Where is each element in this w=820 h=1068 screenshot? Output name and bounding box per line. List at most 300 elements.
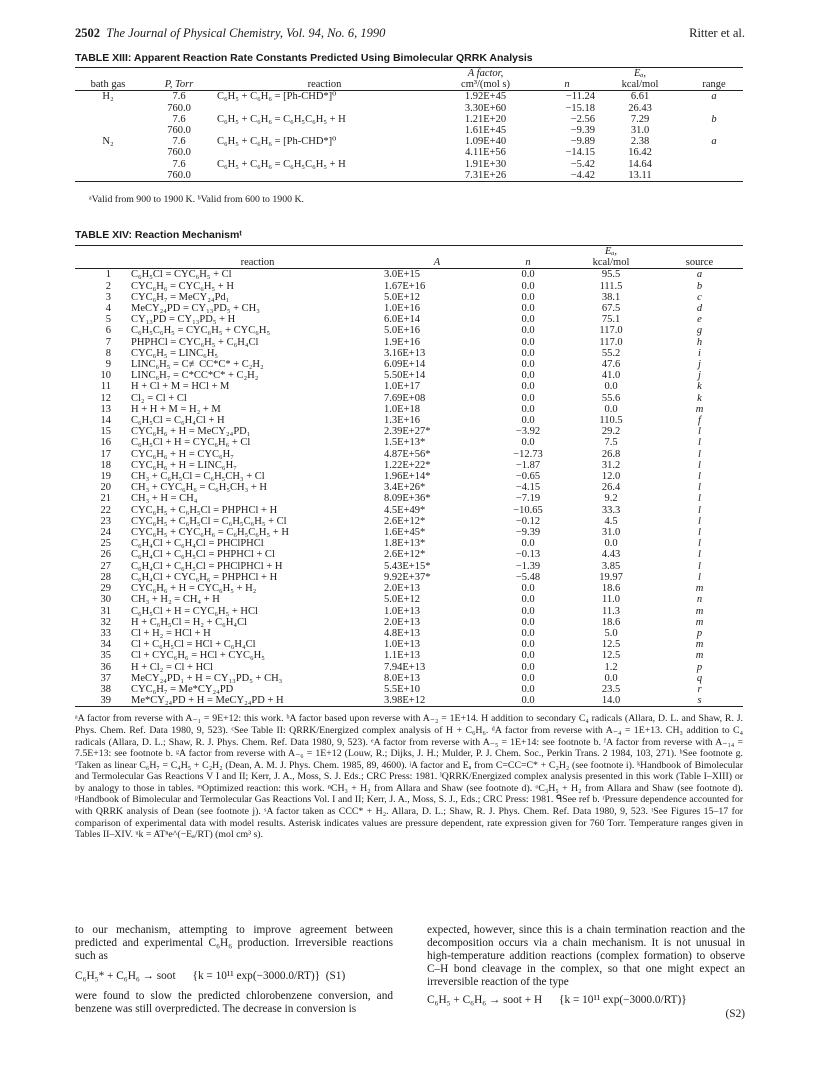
table-row xyxy=(75,281,743,292)
n-cell: 0.0 xyxy=(521,695,535,707)
table-row xyxy=(75,449,743,460)
reaction-cell: CYC₆H₆ + H = CYC₆H₅ + H₂ xyxy=(131,583,257,595)
n-cell: 0.0 xyxy=(521,291,535,303)
a-cell: 2.6E+12* xyxy=(384,549,426,561)
reaction-cell: CH₃ + H₂ = CH₄ + H xyxy=(131,594,220,606)
page-number: 2502 xyxy=(75,26,100,40)
a-factor-cell: 7.31E+26 xyxy=(464,169,507,181)
range-cell xyxy=(685,147,743,158)
table-row xyxy=(75,684,743,695)
ea-cell: 31.0 xyxy=(630,125,650,137)
spacer-cell xyxy=(111,583,131,594)
reaction-cell: Cl + CYC₆H₆ = HCl + CYC₆H₅ xyxy=(131,650,265,662)
n-cell: 0.0 xyxy=(521,650,535,662)
n-cell: −0.13 xyxy=(515,549,541,561)
row-number-cell: 1 xyxy=(105,269,111,281)
table-row xyxy=(75,370,743,381)
row-number-cell: 33 xyxy=(100,627,111,639)
ea-cell: 1.2 xyxy=(604,661,618,673)
row-number-cell: 31 xyxy=(100,605,111,617)
col-range: range xyxy=(702,79,726,91)
source-cell: m xyxy=(695,650,704,662)
n-cell: 0.0 xyxy=(521,639,535,651)
ea-cell: 26.8 xyxy=(601,448,621,460)
source-cell: b xyxy=(696,280,703,292)
table-row xyxy=(75,437,743,448)
bath-gas-cell: H₂ xyxy=(102,91,114,103)
reaction-cell xyxy=(217,147,432,158)
row-number-cell: 23 xyxy=(100,515,111,527)
source-cell: r xyxy=(697,683,702,695)
table-14-block xyxy=(75,229,745,841)
ea-cell: 29.2 xyxy=(601,426,621,438)
a-cell: 5.0E+12 xyxy=(384,291,420,303)
row-number-cell: 9 xyxy=(105,359,111,371)
n-cell: −0.65 xyxy=(515,471,541,483)
row-number-cell: 32 xyxy=(100,616,111,628)
table-row xyxy=(75,103,743,114)
left-column xyxy=(75,924,393,1017)
table-13-block xyxy=(75,52,745,206)
spacer-cell xyxy=(111,303,131,314)
table-14-body xyxy=(75,269,743,707)
spacer-cell xyxy=(111,370,131,381)
n-cell: 0.0 xyxy=(521,661,535,673)
reaction-cell: Cl + H₂ = HCl + H xyxy=(131,627,211,639)
table-row xyxy=(75,572,743,583)
spacer-cell xyxy=(111,460,131,471)
spacer-cell xyxy=(111,359,131,370)
reaction-cell: CYC₆H₆ + H = MeCY₂₄PD₁ xyxy=(131,426,251,438)
a-factor-cell: 1.09E+40 xyxy=(464,136,507,148)
row-number-cell: 14 xyxy=(100,415,111,427)
ea-cell: 26.43 xyxy=(628,102,652,114)
ea-cell: 23.5 xyxy=(601,683,621,695)
n-cell: 0.0 xyxy=(521,392,535,404)
spacer-cell xyxy=(111,292,131,303)
equation-s1: C₆H₅* + C₆H₆ → soot {k = 10¹¹ exp(−3000.0/RT)} (S1) xyxy=(75,970,346,983)
col-n: n xyxy=(525,257,531,269)
source-cell: p xyxy=(696,661,703,673)
a-cell: 1.0E+18 xyxy=(384,403,420,415)
a-cell: 5.5E+10 xyxy=(384,683,420,695)
ea-cell: 18.6 xyxy=(601,583,621,595)
spacer-cell xyxy=(111,538,131,549)
n-cell: 0.0 xyxy=(521,269,535,281)
n-cell: −7.19 xyxy=(515,493,541,505)
table-row xyxy=(75,505,743,516)
row-number-cell: 29 xyxy=(100,583,111,595)
n-cell: −4.42 xyxy=(570,169,595,181)
source-cell: i xyxy=(698,347,701,359)
reaction-cell xyxy=(217,170,432,182)
a-cell: 6.0E+14 xyxy=(384,314,420,326)
n-cell: −9.39 xyxy=(570,125,595,137)
source-cell: p xyxy=(696,627,703,639)
ea-cell: 18.6 xyxy=(601,616,621,628)
table-row xyxy=(75,628,743,639)
a-cell: 1.22E+22* xyxy=(384,459,431,471)
ea-cell: 4.43 xyxy=(601,549,621,561)
n-cell: 0.0 xyxy=(521,594,535,606)
source-cell: l xyxy=(698,504,701,516)
col-ea-1: Eₐ, xyxy=(633,68,647,79)
ea-cell: 14.0 xyxy=(601,695,621,707)
a-cell: 1.0E+16 xyxy=(384,303,420,315)
spacer-cell xyxy=(111,673,131,684)
reaction-cell: Cl + C₆H₅Cl = HCl + C₆H₄Cl xyxy=(131,639,256,651)
ea-cell: 55.6 xyxy=(601,392,621,404)
a-cell: 7.94E+13 xyxy=(384,661,426,673)
a-cell: 9.92E+37* xyxy=(384,571,431,583)
ea-cell: 13.11 xyxy=(628,169,652,181)
spacer-cell xyxy=(111,695,131,707)
row-number-cell: 30 xyxy=(100,594,111,606)
table-row xyxy=(75,415,743,426)
row-number-cell: 16 xyxy=(100,437,111,449)
a-cell: 8.0E+13 xyxy=(384,672,420,684)
reaction-cell: C₆H₅ + C₆H₆ = C₆H₅C₆H₅ + H xyxy=(217,158,346,170)
table-row xyxy=(75,159,743,170)
ea-cell: 38.1 xyxy=(601,291,621,303)
row-number-cell: 39 xyxy=(100,695,111,707)
spacer-cell xyxy=(111,493,131,504)
n-cell: 0.0 xyxy=(521,605,535,617)
ea-cell: 14.64 xyxy=(628,158,652,170)
reaction-cell: Me*CY₂₄PD + H = MeCY₂₄PD + H xyxy=(131,695,284,707)
table-row xyxy=(75,594,743,605)
table-row xyxy=(75,516,743,527)
table-13 xyxy=(75,67,743,182)
a-cell: 5.0E+16 xyxy=(384,325,420,337)
n-cell: 0.0 xyxy=(521,280,535,292)
reaction-cell: CYC₆H₆ + H = CYC₆H₇ xyxy=(131,448,234,460)
pressure-cell: 7.6 xyxy=(172,158,186,170)
n-cell: 0.0 xyxy=(521,336,535,348)
ea-cell: 12.5 xyxy=(601,639,621,651)
source-cell: l xyxy=(698,515,701,527)
table-row xyxy=(75,325,743,336)
source-cell: g xyxy=(696,325,703,337)
row-number-cell: 15 xyxy=(100,426,111,438)
a-cell: 2.0E+13 xyxy=(384,616,420,628)
ea-cell: 7.29 xyxy=(630,113,650,125)
source-cell: l xyxy=(698,471,701,483)
ea-cell: 31.2 xyxy=(601,459,621,471)
reaction-cell: C₆H₅ + C₆H₆ = [Ph-CHD*]⁰ xyxy=(217,136,337,148)
row-number-cell: 20 xyxy=(100,482,111,494)
row-number-cell: 13 xyxy=(100,403,111,415)
a-cell: 1.6E+45* xyxy=(384,527,426,539)
source-cell: q xyxy=(696,672,703,684)
table-row xyxy=(75,136,743,147)
source-cell: k xyxy=(697,392,702,404)
pressure-cell: 7.6 xyxy=(172,91,186,103)
source-cell: l xyxy=(698,493,701,505)
table-row xyxy=(75,673,743,684)
range-cell: a xyxy=(711,91,717,103)
reaction-cell: C₆H₅Cl = CYC₆H₅ + Cl xyxy=(131,269,232,281)
bath-gas-cell: N₂ xyxy=(102,136,114,148)
reaction-cell: CH₃ + CYC₆H₆ = C₆H₅CH₃ + H xyxy=(131,482,267,494)
n-cell: −2.56 xyxy=(570,113,595,125)
reaction-cell: C₆H₄Cl + C₆H₅Cl = PHPHCl + Cl xyxy=(131,549,275,561)
row-number-cell: 7 xyxy=(105,336,111,348)
range-cell xyxy=(685,170,743,182)
reaction-cell: LINC₆H₅ = C≢CC*C* + C₂H₂ xyxy=(131,359,264,371)
table-row xyxy=(75,269,743,281)
source-cell: m xyxy=(695,616,704,628)
reaction-cell: CYC₆H₆ + H = LINC₆H₇ xyxy=(131,459,237,471)
pressure-cell: 760.0 xyxy=(167,147,191,159)
ea-cell: 111.5 xyxy=(599,280,623,292)
source-cell: m xyxy=(695,403,704,415)
reaction-cell: H + Cl + M = HCl + M xyxy=(131,381,230,393)
source-cell: s xyxy=(697,695,702,707)
reaction-cell: CH₃ + C₆H₅Cl = C₆H₅CH₃ + Cl xyxy=(131,471,265,483)
table-row xyxy=(75,147,743,158)
spacer-cell xyxy=(111,505,131,516)
ea-cell: 55.2 xyxy=(601,347,621,359)
n-cell: 0.0 xyxy=(521,381,535,393)
bath-gas-cell xyxy=(75,125,141,136)
source-cell: d xyxy=(696,303,703,315)
body-paragraph: expected, however, since this is a chain termination reaction and the decomposition occurs via a chain mechanism. It is not unusual in high-temperature addition reactions (complex formation) to observe C–H bond cleavage in the complex, so that one might expect an irreversible reaction of the type xyxy=(427,924,745,989)
bath-gas-cell xyxy=(75,103,141,114)
source-cell: m xyxy=(695,605,704,617)
n-cell: 0.0 xyxy=(521,672,535,684)
spacer-cell xyxy=(111,415,131,426)
a-cell: 4.8E+13 xyxy=(384,627,420,639)
ea-cell: 6.61 xyxy=(630,91,650,103)
a-cell: 5.0E+12 xyxy=(384,594,420,606)
row-number-cell: 28 xyxy=(100,571,111,583)
spacer-cell xyxy=(111,281,131,292)
reaction-cell: C₆H₅Cl = C₆H₄Cl + H xyxy=(131,415,225,427)
spacer-cell xyxy=(111,561,131,572)
row-number-cell: 27 xyxy=(100,560,111,572)
a-cell: 1.1E+13 xyxy=(384,650,420,662)
n-cell: 0.0 xyxy=(521,415,535,427)
a-cell: 8.09E+36* xyxy=(384,493,431,505)
row-number-cell: 4 xyxy=(105,303,111,315)
spacer-cell xyxy=(111,639,131,650)
ea-cell: 31.0 xyxy=(601,527,621,539)
a-cell: 5.43E+15* xyxy=(384,560,431,572)
n-cell: −1.87 xyxy=(515,459,541,471)
spacer-cell xyxy=(111,337,131,348)
ea-cell: 7.5 xyxy=(604,437,618,449)
col-ea-2: kcal/mol xyxy=(621,79,659,91)
row-number-cell: 37 xyxy=(100,672,111,684)
a-factor-cell: 1.91E+30 xyxy=(464,158,507,170)
table-row xyxy=(75,404,743,415)
range-cell: a xyxy=(711,136,717,148)
pressure-cell: 760.0 xyxy=(167,125,191,137)
range-cell: b xyxy=(711,113,717,125)
source-cell: l xyxy=(698,549,701,561)
table-row xyxy=(75,125,743,136)
source-cell: l xyxy=(698,571,701,583)
a-cell: 3.98E+12 xyxy=(384,695,426,707)
n-cell: −1.39 xyxy=(515,560,541,572)
pressure-cell: 7.6 xyxy=(172,136,186,148)
a-cell: 6.09E+14 xyxy=(384,359,426,371)
reaction-cell: CYC₆H₅ + CYC₆H₆ = C₆H₅C₆H₅ + H xyxy=(131,527,289,539)
spacer-cell xyxy=(111,549,131,560)
reaction-cell: CYC₆H₇ = MeCY₂₄Pd₁ xyxy=(131,291,230,303)
row-number-cell: 26 xyxy=(100,549,111,561)
row-number-cell: 10 xyxy=(100,370,111,382)
row-number-cell: 22 xyxy=(100,504,111,516)
row-number-cell: 34 xyxy=(100,639,111,651)
source-cell: c xyxy=(697,291,702,303)
spacer-cell xyxy=(111,325,131,336)
row-number-cell: 25 xyxy=(100,538,111,550)
ea-cell: 2.38 xyxy=(630,136,650,148)
spacer-cell xyxy=(111,594,131,605)
reaction-cell: PHPHCl = CYC₆H₅ + C₆H₄Cl xyxy=(131,336,259,348)
table-14-footnotes: ᵃA factor from reverse with A₋₁ = 9E+12: this work. ᵇA factor based upon reverse with A₋₂ = 1E+14. H addition to secondary C₄ radicals (Allara, D. L. and Shaw, R. J. Phys. Chem. Ref. Data 1980, 9, 523). ᶜSee Table II: QRRK/Energized complex analysis of H + C₆H₆. ᵈA factor from reverse with A₋₄ = 1E+13. CH₃ addition to C₄ radicals (Allara, D. L.; Shaw, R. J. Phys. Chem. Ref. Data 1980, 9, 523). ᵉA factor from reverse with A₋₅ = 1E+14: see footnote b. ᶠA factor from reverse with A₋₁₄ = 7.5E+13: see footnote b. ᵍA factor from reverse with A₋₆ = 1E+12 (Louw, R.; Dijks, J. H.; Mulder, P. J. Chem. Soc., Perkin Trans. 2 1984, 103, 271). ʰSee footnote g. ⁱTaken as linear C₆H₇ = C₄H₅ + C₂H₂ (Dean, A. M. J. Phys. Chem. 1985, 89, 4600). ʲA factor and Eₐ from C=CC=C* + C₂H₂ (see footnote i). ᵏHandbook of Bimolecular and Termolecular Gas Reactions V I and II; Kerr, J. A., Moss, S. J. Eds.; CRC Press: 1981. ˡQRRK/Energized complex analysis presented in this work (Table I–XIII) or by analogy to those in tables. ᵐOptimized reaction: this work. ⁿCH₃ + H₂ from Allara and Shaw (see footnote d). ᵒC₃H₅ + H₂ from Allara and Shaw (see footnote d). ᵖHandbook of Bimolecular and Termolecular Gas Reactions Vol. I and II; Kerr, J. A., Moss, S. J., Eds.; CRC Press: 1981. ᑫSee ref b. ʳPressure dependence accounted for with QRRK analysis of Dean (see footnote j). ˢA factor taken as CCC* + H₂. Allara, D. L.; Shaw, R. J. Phys. Chem. Ref. Data 1980, 9, 523. ᵗSee Figures 15–17 for comparison of experimental data with model results. Asterisk indicates values are pressure dependent, rate expression given for 760 Torr. Temperature ranges given in Tables II–XIV. ᵘk = ATⁿe^(−Eₐ/RT) (mol cm³ s). xyxy=(75,713,743,841)
a-cell: 1.0E+17 xyxy=(384,381,420,393)
reaction-cell: MeCY₂₄PD₁ + H = CY₁₃PD₅ + CH₃ xyxy=(131,672,283,684)
ea-cell: 12.0 xyxy=(601,471,621,483)
spacer-cell xyxy=(111,269,131,281)
table-row xyxy=(75,426,743,437)
table-row xyxy=(75,639,743,650)
a-cell: 4.5E+49* xyxy=(384,504,426,516)
table-13-footnote: ᵃValid from 900 to 1900 K. ᵇValid from 600 to 1900 K. xyxy=(89,194,304,206)
table-row xyxy=(75,337,743,348)
n-cell: 0.0 xyxy=(521,437,535,449)
ea-cell: 0.0 xyxy=(604,672,618,684)
reaction-cell: CYC₆H₅ + C₆H₅Cl = PHPHCl + H xyxy=(131,504,278,516)
reaction-cell: CY₁₃PD = CY₁₃PD₅ + H xyxy=(131,314,236,326)
source-cell: f xyxy=(698,415,701,427)
spacer-cell xyxy=(111,482,131,493)
ea-cell: 41.0 xyxy=(601,370,621,382)
reaction-cell xyxy=(217,125,432,136)
ea-cell: 19.97 xyxy=(599,571,623,583)
table-row xyxy=(75,460,743,471)
n-cell: −14.15 xyxy=(565,147,595,159)
col-source: source xyxy=(685,257,714,269)
ea-cell: 117.0 xyxy=(599,325,623,337)
row-number-cell: 8 xyxy=(105,347,111,359)
a-cell: 1.0E+13 xyxy=(384,605,420,617)
a-cell: 3.0E+15 xyxy=(384,269,420,281)
source-cell: j xyxy=(698,359,701,371)
n-cell: −5.48 xyxy=(515,571,541,583)
row-number-cell: 38 xyxy=(100,683,111,695)
n-cell: −12.73 xyxy=(513,448,543,460)
spacer-cell xyxy=(111,426,131,437)
n-cell: −10.65 xyxy=(513,504,543,516)
a-factor-cell: 4.11E+56 xyxy=(465,147,506,159)
source-cell: j xyxy=(698,370,701,382)
ea-cell: 47.6 xyxy=(601,359,621,371)
col-p-torr: P, Torr xyxy=(164,79,194,91)
pressure-cell: 760.0 xyxy=(167,102,191,114)
spacer-cell xyxy=(111,650,131,661)
table-row xyxy=(75,359,743,370)
spacer-cell xyxy=(111,527,131,538)
row-number-cell: 11 xyxy=(100,381,111,393)
col-a-factor-1: A factor, xyxy=(467,68,504,79)
a-cell: 5.50E+14 xyxy=(384,370,426,382)
source-cell: l xyxy=(698,560,701,572)
col-ea-1: Eₐ, xyxy=(604,246,618,257)
col-bath-gas: bath gas xyxy=(90,79,126,91)
row-number-cell: 19 xyxy=(100,471,111,483)
table-row xyxy=(75,583,743,594)
source-cell: l xyxy=(698,482,701,494)
col-ea-2: kcal/mol xyxy=(592,257,630,269)
table-14-caption: TABLE XIV: Reaction Mechanismᵗ xyxy=(75,229,242,241)
equation-s2: C₆H₅ + C₆H₆ → soot + H {k = 10¹¹ exp(−3000.0/RT)} xyxy=(427,994,687,1007)
reaction-cell: MeCY₂₄PD = CY₁₃PD₅ + CH₃ xyxy=(131,303,260,315)
a-cell: 4.87E+56* xyxy=(384,448,431,460)
spacer-cell xyxy=(111,516,131,527)
ea-cell: 26.4 xyxy=(601,482,621,494)
n-cell: −3.92 xyxy=(515,426,541,438)
reaction-cell: C₆H₅C₆H₅ = CYC₆H₅ + CYC₆H₅ xyxy=(131,325,271,337)
ea-cell: 9.2 xyxy=(604,493,618,505)
bath-gas-cell xyxy=(75,159,141,170)
n-cell: 0.0 xyxy=(521,403,535,415)
table-row xyxy=(75,538,743,549)
reaction-cell: C₆H₅ + C₆H₆ = [Ph-CHD*]⁰ xyxy=(217,91,337,103)
n-cell: 0.0 xyxy=(521,538,535,550)
n-cell: 0.0 xyxy=(521,359,535,371)
n-cell: −9.39 xyxy=(515,527,541,539)
n-cell: 0.0 xyxy=(521,616,535,628)
spacer-cell xyxy=(111,628,131,639)
source-cell: l xyxy=(698,538,701,550)
table-row xyxy=(75,493,743,504)
n-cell: −9.89 xyxy=(570,136,595,148)
reaction-cell: CYC₆H₆ = CYC₆H₅ + H xyxy=(131,280,234,292)
n-cell: 0.0 xyxy=(521,627,535,639)
ea-cell: 12.5 xyxy=(601,650,621,662)
table-row xyxy=(75,606,743,617)
n-cell: −11.24 xyxy=(565,91,595,103)
reaction-cell: C₆H₄Cl + CYC₆H₆ = PHPHCl + H xyxy=(131,571,278,583)
pressure-cell: 7.6 xyxy=(172,113,186,125)
ea-cell: 117.0 xyxy=(599,336,623,348)
table-row xyxy=(75,549,743,560)
reaction-cell: CYC₆H₅ + C₆H₅Cl = C₆H₅C₆H₅ + Cl xyxy=(131,515,287,527)
n-cell: 0.0 xyxy=(521,683,535,695)
a-factor-cell: 1.92E+45 xyxy=(464,91,507,103)
n-cell: −15.18 xyxy=(565,102,595,114)
a-cell: 1.5E+13* xyxy=(384,437,426,449)
reaction-cell: Cl₂ = Cl + Cl xyxy=(131,392,187,404)
a-factor-cell: 3.30E+60 xyxy=(464,102,507,114)
table-row xyxy=(75,91,743,103)
table-row xyxy=(75,695,743,707)
reaction-cell: C₆H₅Cl + H = CYC₆H₅ + HCl xyxy=(131,605,258,617)
spacer-cell xyxy=(111,617,131,628)
col-reaction: reaction xyxy=(240,257,275,269)
source-cell: a xyxy=(696,269,703,281)
body-paragraph: were found to slow the predicted chlorobenzene conversion, and benzene was still overpredicted. The decrease in conversion is xyxy=(75,990,393,1016)
ea-cell: 67.5 xyxy=(601,303,621,315)
spacer-cell xyxy=(111,437,131,448)
spacer-cell xyxy=(111,449,131,460)
a-cell: 2.0E+13 xyxy=(384,583,420,595)
table-13-caption: TABLE XIII: Apparent Reaction Rate Constants Predicted Using Bimolecular QRRK Analysis xyxy=(75,52,533,64)
